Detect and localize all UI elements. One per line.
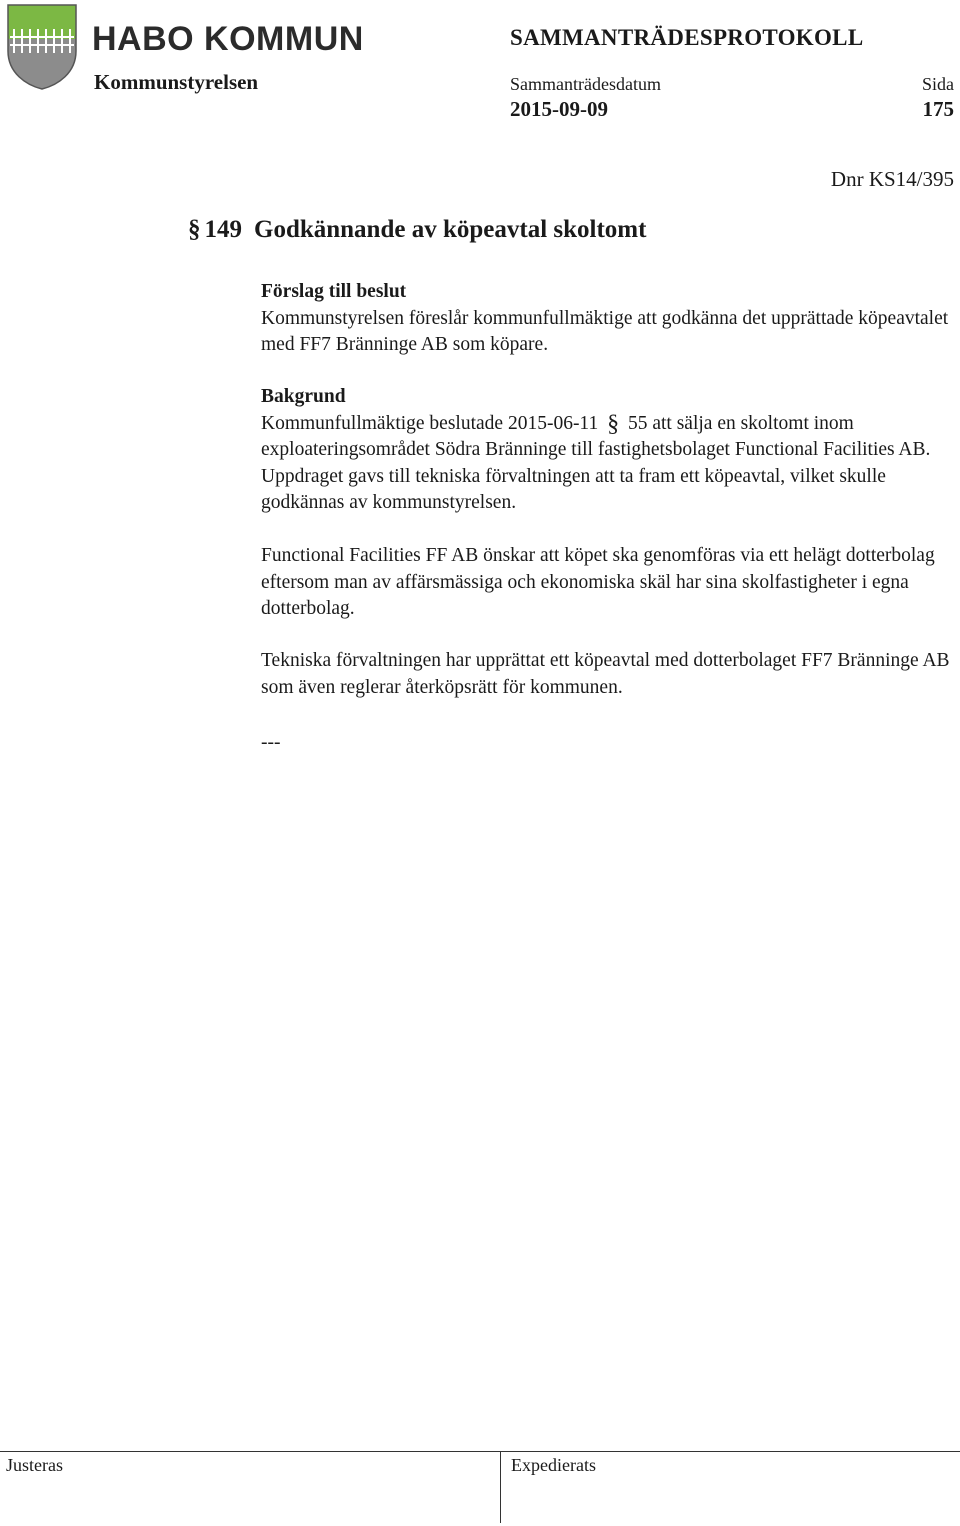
- paragraph-1-rest: 55 att sälja en skoltomt inom exploateringsområdet Södra Bränninge till fastighetsbolaget Functional Facilities AB. Uppdraget gavs till tekniska förvaltningen att ta fram ett köpeavtal, vilket skulle godkännas av kommunstyrelsen.: [261, 412, 931, 513]
- case-number: Dnr KS14/395: [830, 167, 954, 191]
- footer-rule: [0, 1451, 960, 1452]
- end-mark-block: [261, 730, 956, 757]
- background-heading: Bakgrund: [261, 386, 346, 407]
- paragraph-1-section-symbol: §: [607, 410, 620, 437]
- board-name: Kommunstyrelsen: [94, 70, 259, 94]
- expedierats-label: Expedierats: [511, 1455, 596, 1475]
- background-paragraph-1: [261, 411, 956, 517]
- municipal-coat-of-arms-icon: [6, 3, 78, 91]
- section-title: Godkännande av köpeavtal skoltomt: [254, 216, 647, 243]
- end-mark: ---: [261, 732, 281, 753]
- page-number: 175: [922, 97, 954, 121]
- background-paragraph-2-block: [261, 543, 956, 623]
- background-block: [261, 384, 956, 517]
- paragraph-1-start: Kommunfullmäktige beslutade 2015-06-11: [261, 412, 599, 434]
- meeting-date-value: 2015-09-09: [510, 97, 608, 121]
- logo-text: HABO KOMMUN: [92, 20, 364, 58]
- section-heading: [188, 216, 646, 244]
- proposal-heading: Förslag till beslut: [261, 281, 407, 302]
- background-paragraph-3-block: [261, 648, 956, 701]
- proposal-block: [261, 279, 956, 359]
- document-type: SAMMANTRÄDESPROTOKOLL: [510, 25, 864, 50]
- footer-divider: [500, 1451, 501, 1523]
- meeting-date-label: Sammanträdesdatum: [510, 74, 661, 94]
- section-number: 149: [204, 216, 242, 243]
- section-symbol: §: [188, 216, 201, 243]
- page-label: Sida: [921, 74, 954, 94]
- background-paragraph-3: Tekniska förvaltningen har upprättat ett köpeavtal med dotterbolaget FF7 Bränninge AB som även reglerar återköpsrätt för kommunen.: [261, 650, 950, 698]
- proposal-text: Kommunstyrelsen föreslår kommunfullmäktige att godkänna det upprättade köpeavtalet med FF7 Bränninge AB som köpare.: [261, 307, 949, 355]
- justeras-label: Justeras: [6, 1455, 63, 1475]
- background-paragraph-2: Functional Facilities FF AB önskar att köpet ska genomföras via ett helägt dotterbolag eftersom man av affärsmässiga och ekonomiska skäl har sina skolfastigheter i egna dotterbolag.: [261, 545, 935, 619]
